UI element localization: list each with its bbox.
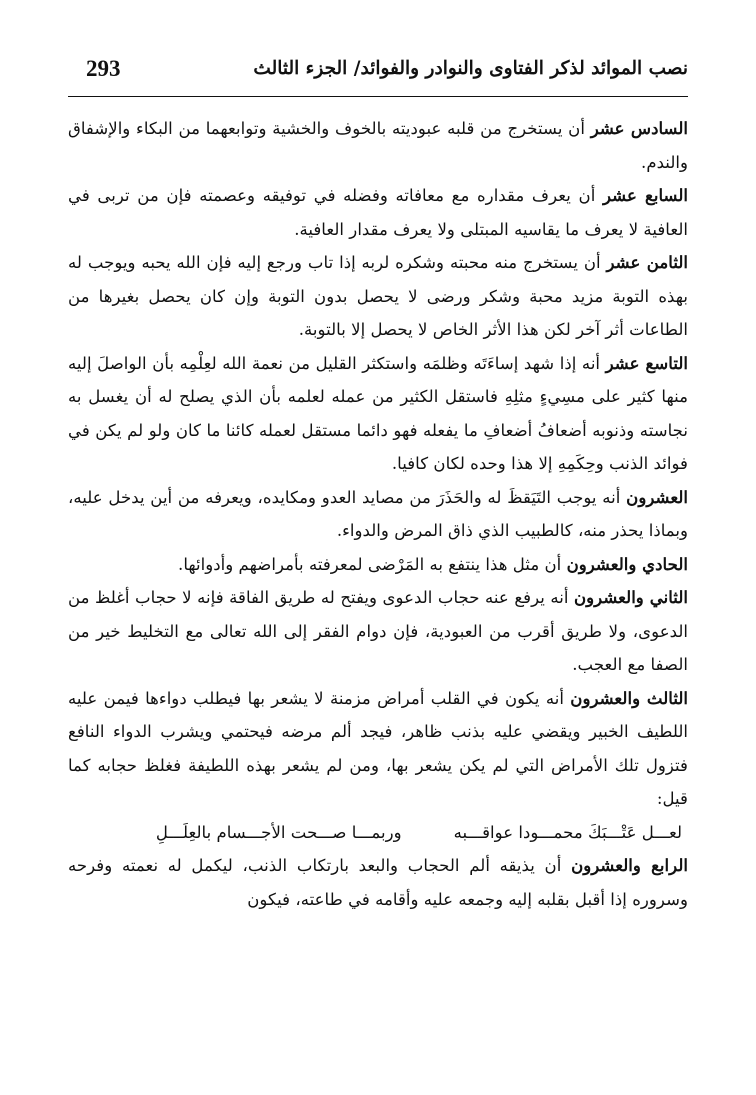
paragraph-lead: الثالث والعشرون	[570, 687, 688, 708]
poem-second-hemistich: وربمـــا صـــحت الأجـــسام بالعِلَـــلِ	[155, 822, 402, 842]
paragraph-19	[68, 347, 688, 481]
paragraph-21	[68, 548, 688, 582]
page-number: 293	[86, 56, 121, 81]
paragraph-text: أن يستخرج منه محبته وشكره لربه إذا تاب ورجع إليه فإن الله يحبه ويوجب له بهذه التوبة مزيد محبة وشكر ورضى لا يحصل بدون التوبة وإن كان يحصل بغيرها من الطاعات أثر آخر لكن هذا الأثر الخاص لا يحصل إلا بالتوبة.	[68, 253, 688, 339]
paragraph-18	[68, 246, 688, 347]
paragraph-text: أنه يوجب التَيَقظَ له والحَذَرَ من مصايد العدو ومكايده، ويعرفه من أين يدخل عليه، وبماذا يحذر منه، كالطبيب الذي ذاق المرض والدواء.	[68, 487, 688, 540]
paragraph-23	[68, 682, 688, 816]
paragraph-text: أن يستخرج من قلبه عبوديته بالخوف والخشية وتوابعهما من البكاء والإشفاق والندم.	[68, 119, 688, 172]
paragraph-text: أنه يكون في القلب أمراض مزمنة لا يشعر بها فيطلب دواءها فيمن عليه اللطيف الخبير ويقضي عليه بذنب ظاهر، فيجد ألم مرضه فيحتمي ويشرب الدواء النافع فتزول تلك الأمراض التي لم يكن يشعر بها، ومن لم يشعر بهذه اللطيفة فغلظ حجابه كما قيل:	[68, 688, 688, 808]
page-body	[68, 112, 688, 916]
poem-verse	[68, 816, 688, 850]
page-header	[68, 52, 688, 97]
paragraph-text: أن مثل هذا ينتفع به المَرْضى لمعرفته بأمراضهم وأدوائها.	[178, 554, 567, 574]
paragraph-lead: الثاني والعشرون	[573, 587, 688, 607]
paragraph-text: أن يعرف مقداره مع معافاته وفضله في توفيقه وعصمته فإن من تربى في العافية لا يعرف ما يقاسيه المبتلى ولا يعرف مقدار العافية.	[68, 186, 688, 239]
paragraph-lead: العشرون	[626, 486, 688, 507]
paragraph-lead: الرابع والعشرون	[571, 855, 688, 875]
paragraph-lead: الحادي والعشرون	[566, 553, 688, 574]
paragraph-lead: السابع عشر	[603, 185, 688, 205]
paragraph-lead: التاسع عشر	[605, 352, 688, 373]
paragraph-16	[68, 112, 688, 179]
paragraph-text: أنه إذا شهد إساءَتَه وظلمَه واستكثر القليل من نعمة الله لعِلْمِه بأن الواصلَ إليه منها كثير على مسِيءٍ مثلِهِ فاستقل الكثير من عمله لعلمه بأن الذي يصلح له أن يغسل به نجاسته وذنوبه أضعافُ أضعافِ ما يفعله فهو دائما مستقل لعمله كائنا ما كان ولو لم يكن في فوائد الذنب وحِكَمِهِ إلا هذا وحده لكان كافيا.	[68, 353, 688, 473]
paragraph-lead: السادس عشر	[590, 118, 688, 138]
poem-first-hemistich: لعـــل عَتْـــبَكَ محمـــودا عواقـــبه	[453, 822, 682, 842]
paragraph-17	[68, 179, 688, 246]
paragraph-22	[68, 581, 688, 682]
paragraph-20	[68, 481, 688, 548]
paragraph-text: أنه يرفع عنه حجاب الدعوى ويفتح له طريق الفاقة فإنه لا حجاب أغلظ من الدعوى، ولا طريق أقرب من العبودية، فإن دوام الفقر إلى الله تعالى مع التخليط خير من الصفا مع العجب.	[68, 588, 688, 674]
running-title: نصب الموائد لذكر الفتاوى والنوادر والفوائد/ الجزء الثالث	[253, 58, 688, 79]
paragraph-lead: الثامن عشر	[606, 252, 688, 272]
paragraph-24	[68, 849, 688, 916]
paragraph-text: أن يذيقه ألم الحجاب والبعد بارتكاب الذنب، ليكمل له نعمته وفرحه وسروره إذا أقبل بقلبه إليه وجمعه عليه وأقامه في طاعته، فيكون	[68, 856, 688, 909]
